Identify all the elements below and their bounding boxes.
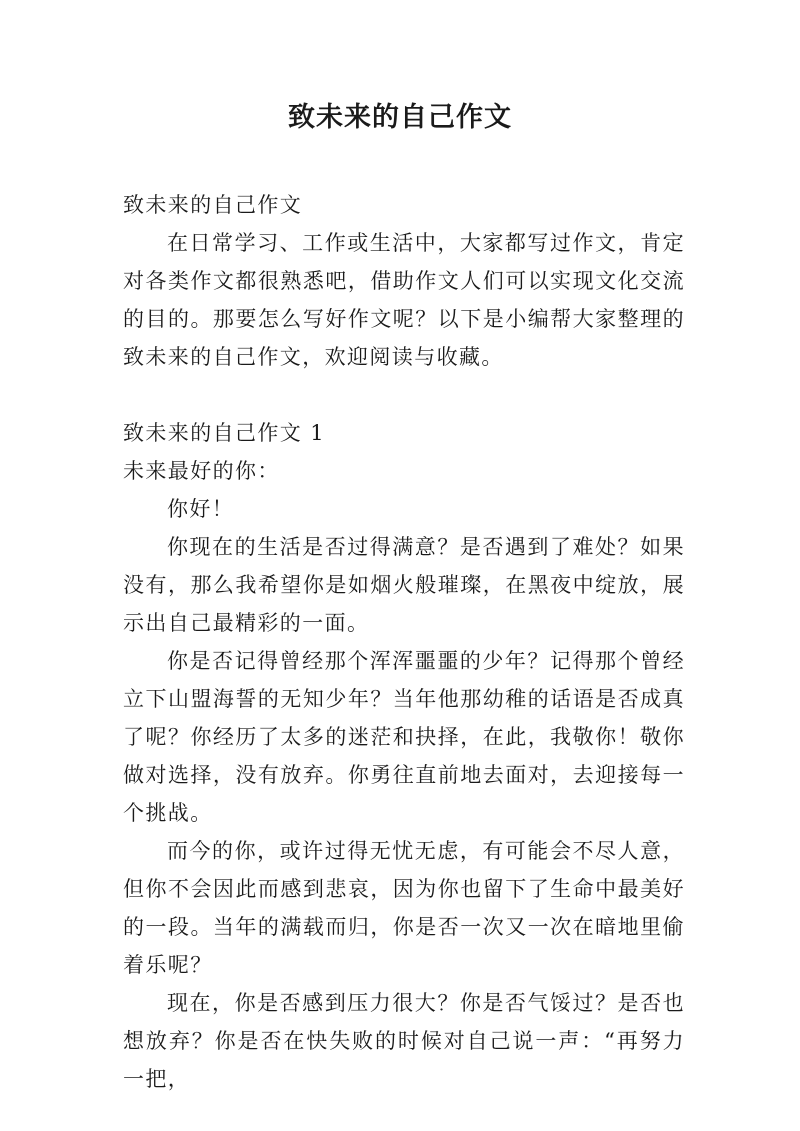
body-paragraph-2: 你是否记得曾经那个浑浑噩噩的少年？记得那个曾经立下山盟海誓的无知少年？当年他那幼稚的话语是否成真了呢？你经历了太多的迷茫和抉择，在此，我敬你！敬你做对选择，没有放弃。你勇往直前地去面对，去迎接每一个挑战。	[123, 649, 685, 825]
salutation: 未来最好的你：	[123, 459, 280, 483]
intro-paragraph: 在日常学习、工作或生活中，大家都写过作文，肯定对各类作文都很熟悉吧，借助作文人们可以实现文化交流的目的。那要怎么写好作文呢？以下是小编帮大家整理的致未来的自己作文，欢迎阅读与收藏。	[123, 231, 685, 369]
greeting: 你好！	[167, 497, 235, 521]
paragraph-spacer	[123, 376, 685, 414]
body-paragraph-1: 你现在的生活是否过得满意？是否遇到了难处？如果没有，那么我希望你是如烟火般璀璨，在黑夜中绽放，展示出自己最精彩的一面。	[123, 535, 685, 635]
subtitle: 致未来的自己作文	[123, 193, 303, 217]
body-paragraph-3: 而今的你，或许过得无忧无虑，有可能会不尽人意，但你不会因此而感到悲哀，因为你也留下了生命中最美好的一段。当年的满载而归，你是否一次又一次在暗地里偷着乐呢？	[123, 839, 685, 977]
section-heading: 致未来的自己作文 1	[123, 421, 326, 445]
document-body	[123, 186, 685, 1098]
document-title: 致未来的自己作文	[288, 102, 512, 133]
body-paragraph-4: 现在，你是否感到压力很大？你是否气馁过？是否也想放弃？你是否在快失败的时候对自己说一声：“再努力一把，	[123, 991, 685, 1091]
